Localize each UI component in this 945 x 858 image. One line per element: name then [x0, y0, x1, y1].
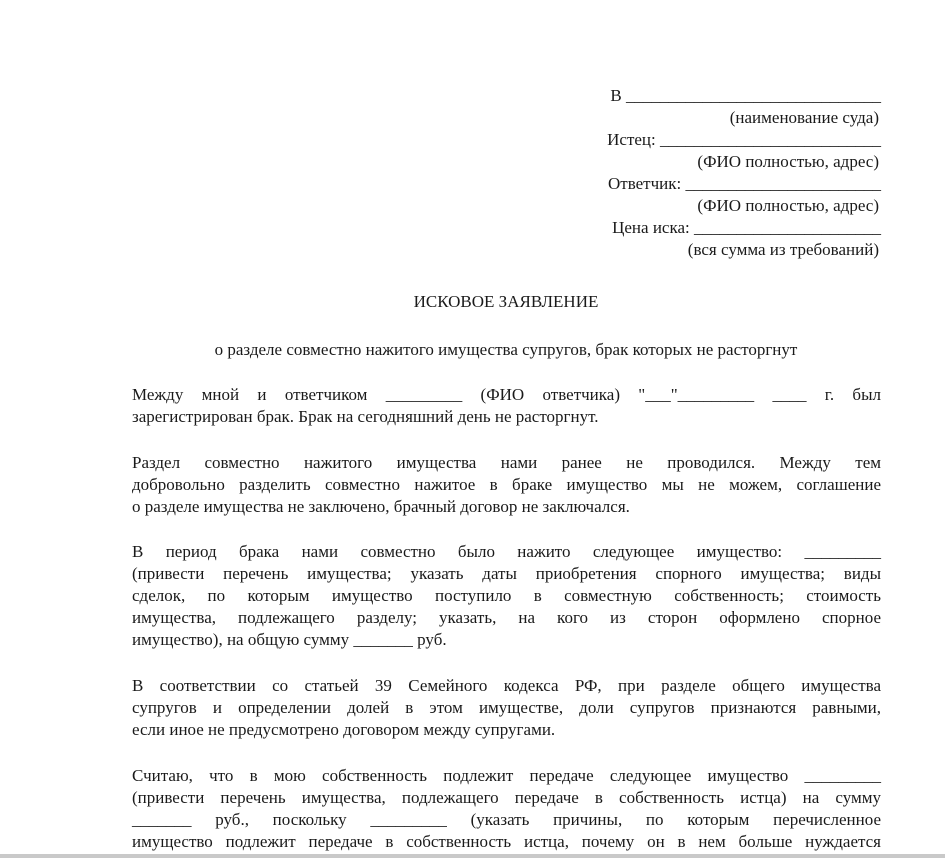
paragraph-line: (привести перечень имущества, подлежащего передаче в собственность истца) на сумму — [132, 788, 881, 807]
document-subtitle: о разделе совместно нажитого имущества супругов, брак которых не расторгнут — [214, 340, 798, 359]
paragraph-claim — [132, 765, 881, 853]
plaintiff-hint: (ФИО полностью, адрес) — [697, 152, 879, 171]
paragraph-line: Раздел совместно нажитого имущества нами ранее не проводился. Между тем — [132, 453, 881, 472]
paragraph-line: имущество подлежит передаче в собственность истца, почему он в нем больше нуждается — [132, 832, 881, 851]
page-bottom-edge — [0, 854, 945, 858]
paragraph-line: зарегистрирован брак. Брак на сегодняшний день не расторгнут. — [132, 407, 599, 426]
paragraph-line: _______ руб., поскольку _________ (указать причины, по которым перечисленное — [132, 810, 881, 829]
paragraph-marriage — [132, 384, 881, 428]
document-title: ИСКОВОЕ ЗАЯВЛЕНИЕ — [413, 292, 599, 311]
paragraph-line: сделок, по которым имущество поступило в совместную собственность; стоимость — [132, 586, 881, 605]
defendant-hint: (ФИО полностью, адрес) — [697, 196, 879, 215]
court-line: В ______________________________ — [610, 86, 881, 105]
paragraph-line: о разделе имущества не заключено, брачный договор не заключался. — [132, 497, 630, 516]
paragraph-line: В соответствии со статьей 39 Семейного кодекса РФ, при разделе общего имущества — [132, 676, 881, 695]
defendant-line: Ответчик: _______________________ — [608, 174, 881, 193]
paragraph-line: если иное не предусмотрено договором между супругами. — [132, 720, 556, 739]
paragraph-line: добровольно разделить совместно нажитое в браке имущество мы не можем, соглашение — [132, 475, 881, 494]
paragraph-property-list — [132, 541, 881, 651]
claim-price-line: Цена иска: ______________________ — [612, 218, 881, 237]
paragraph-line: имущество), на общую сумму _______ руб. — [132, 630, 447, 649]
paragraph-article-39 — [132, 675, 881, 741]
paragraph-line: имущества, подлежащего разделу; указать, на кого из сторон оформлено спорное — [132, 608, 881, 627]
paragraph-line: Считаю, что в мою собственность подлежит передаче следующее имущество _________ — [132, 766, 881, 785]
claim-price-hint: (вся сумма из требований) — [687, 240, 879, 259]
court-hint: (наименование суда) — [729, 108, 879, 127]
plaintiff-line: Истец: __________________________ — [607, 130, 881, 149]
paragraph-line: супругов и определении долей в этом имуществе, доли супругов признаются равными, — [132, 698, 881, 717]
paragraph-no-division — [132, 452, 881, 518]
paragraph-line: Между мной и ответчиком _________ (ФИО ответчика) "___"_________ ____ г. был — [132, 385, 881, 404]
paragraph-line: В период брака нами совместно было нажито следующее имущество: _________ — [132, 542, 881, 561]
paragraph-line: (привести перечень имущества; указать даты приобретения спорного имущества; виды — [132, 564, 881, 583]
